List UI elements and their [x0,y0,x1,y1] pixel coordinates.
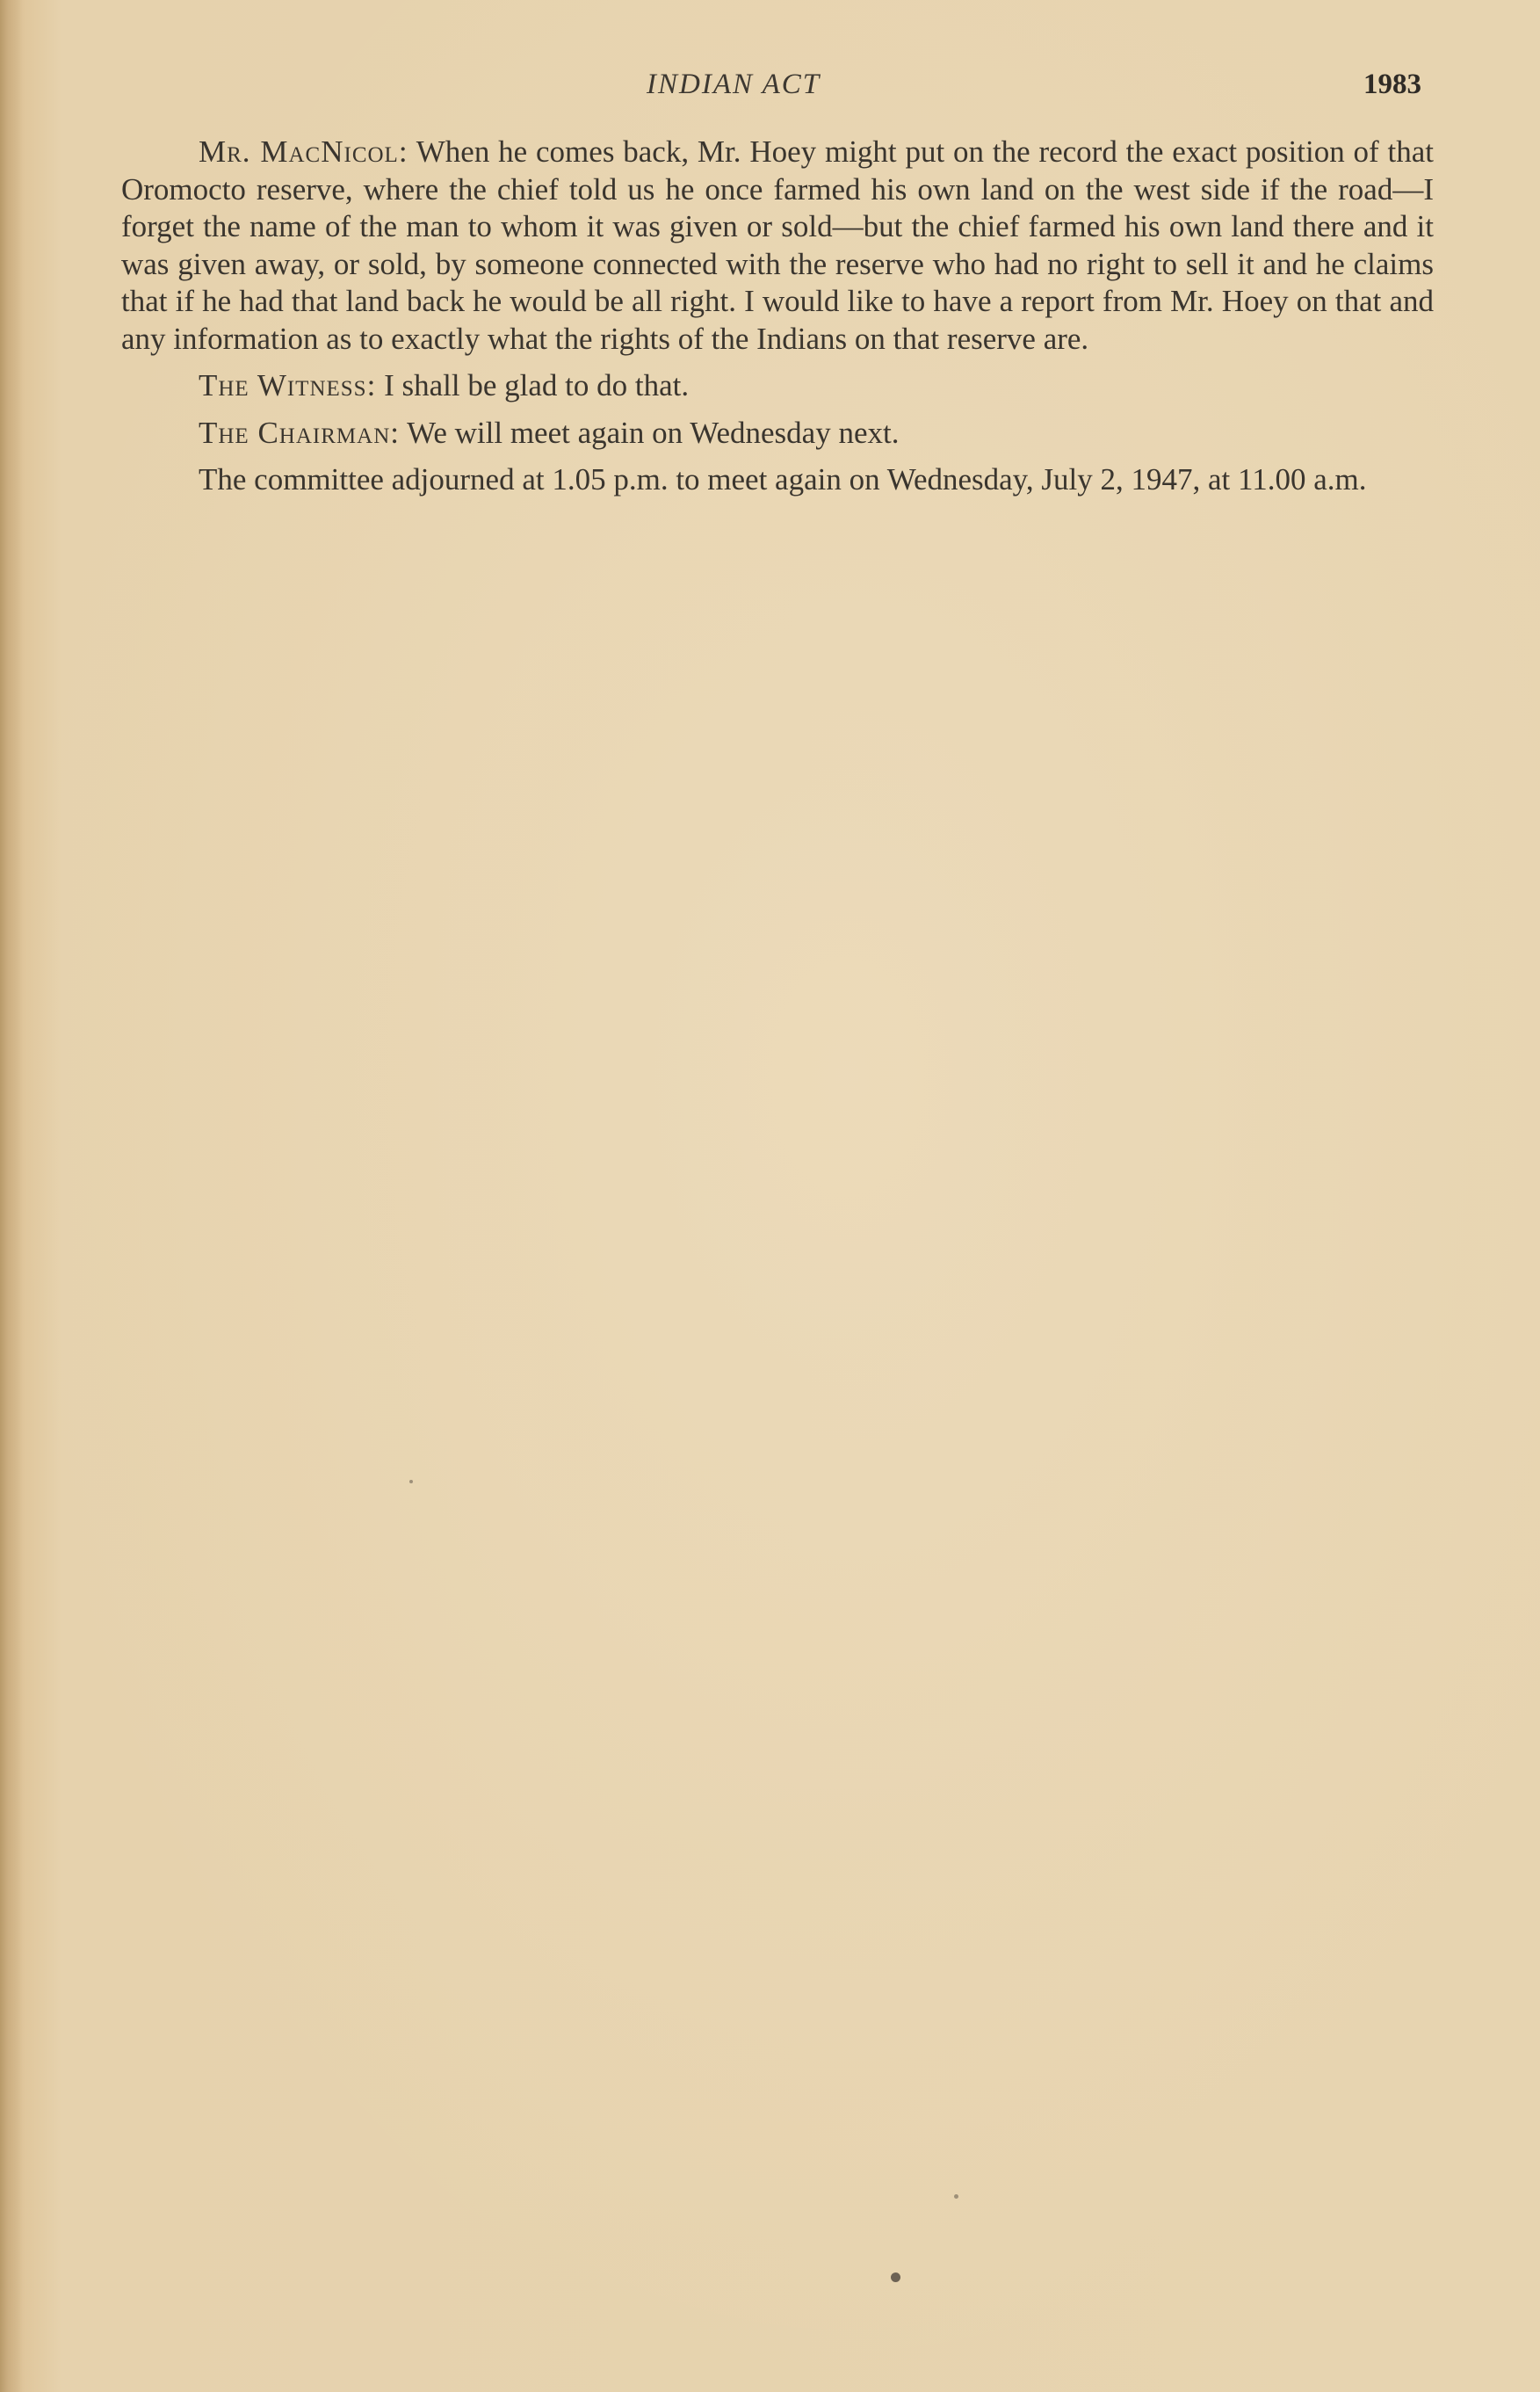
paragraph-text: I shall be glad to do that. [384,368,690,402]
page-number: 1983 [1363,69,1421,100]
running-title: INDIAN ACT [647,69,821,100]
paragraph-macnicol [121,134,1434,358]
speaker-label: The Chairman: [199,415,400,450]
paragraph-witness [121,367,1434,405]
speaker-label: Mr. MacNicol: [199,134,408,169]
paper-speck [409,1480,413,1483]
paragraph-text: The committee adjourned at 1.05 p.m. to meet again on Wednesday, July 2, 1947, at 11.00 a.m. [199,462,1367,497]
speaker-label: The Witness: [199,368,377,402]
paper-speck [891,2272,900,2282]
page-binding-edge [0,0,23,2392]
paper-speck [954,2194,958,2199]
paragraph-chairman [121,415,1434,453]
paragraph-text: We will meet again on Wednesday next. [407,415,900,450]
paragraph-text: When he comes back, Mr. Hoey might put on the record the exact position of that Oromocto reserve, where the chief told us he once farmed his own land on the west side if the road—I forget the name of the man to whom it was given or sold—but the chief farmed his own land there and it was given away, or sold, by someone connected with the reserve who had no right to sell it and he claims that if he had that land back he would be all right. I would like to have a report from Mr. Hoey on that and any information as to exactly what the rights of the Indians on that reserve are. [121,134,1434,356]
paragraph-adjournment [121,461,1434,499]
transcript-body [121,134,1434,509]
running-header [0,69,1540,112]
